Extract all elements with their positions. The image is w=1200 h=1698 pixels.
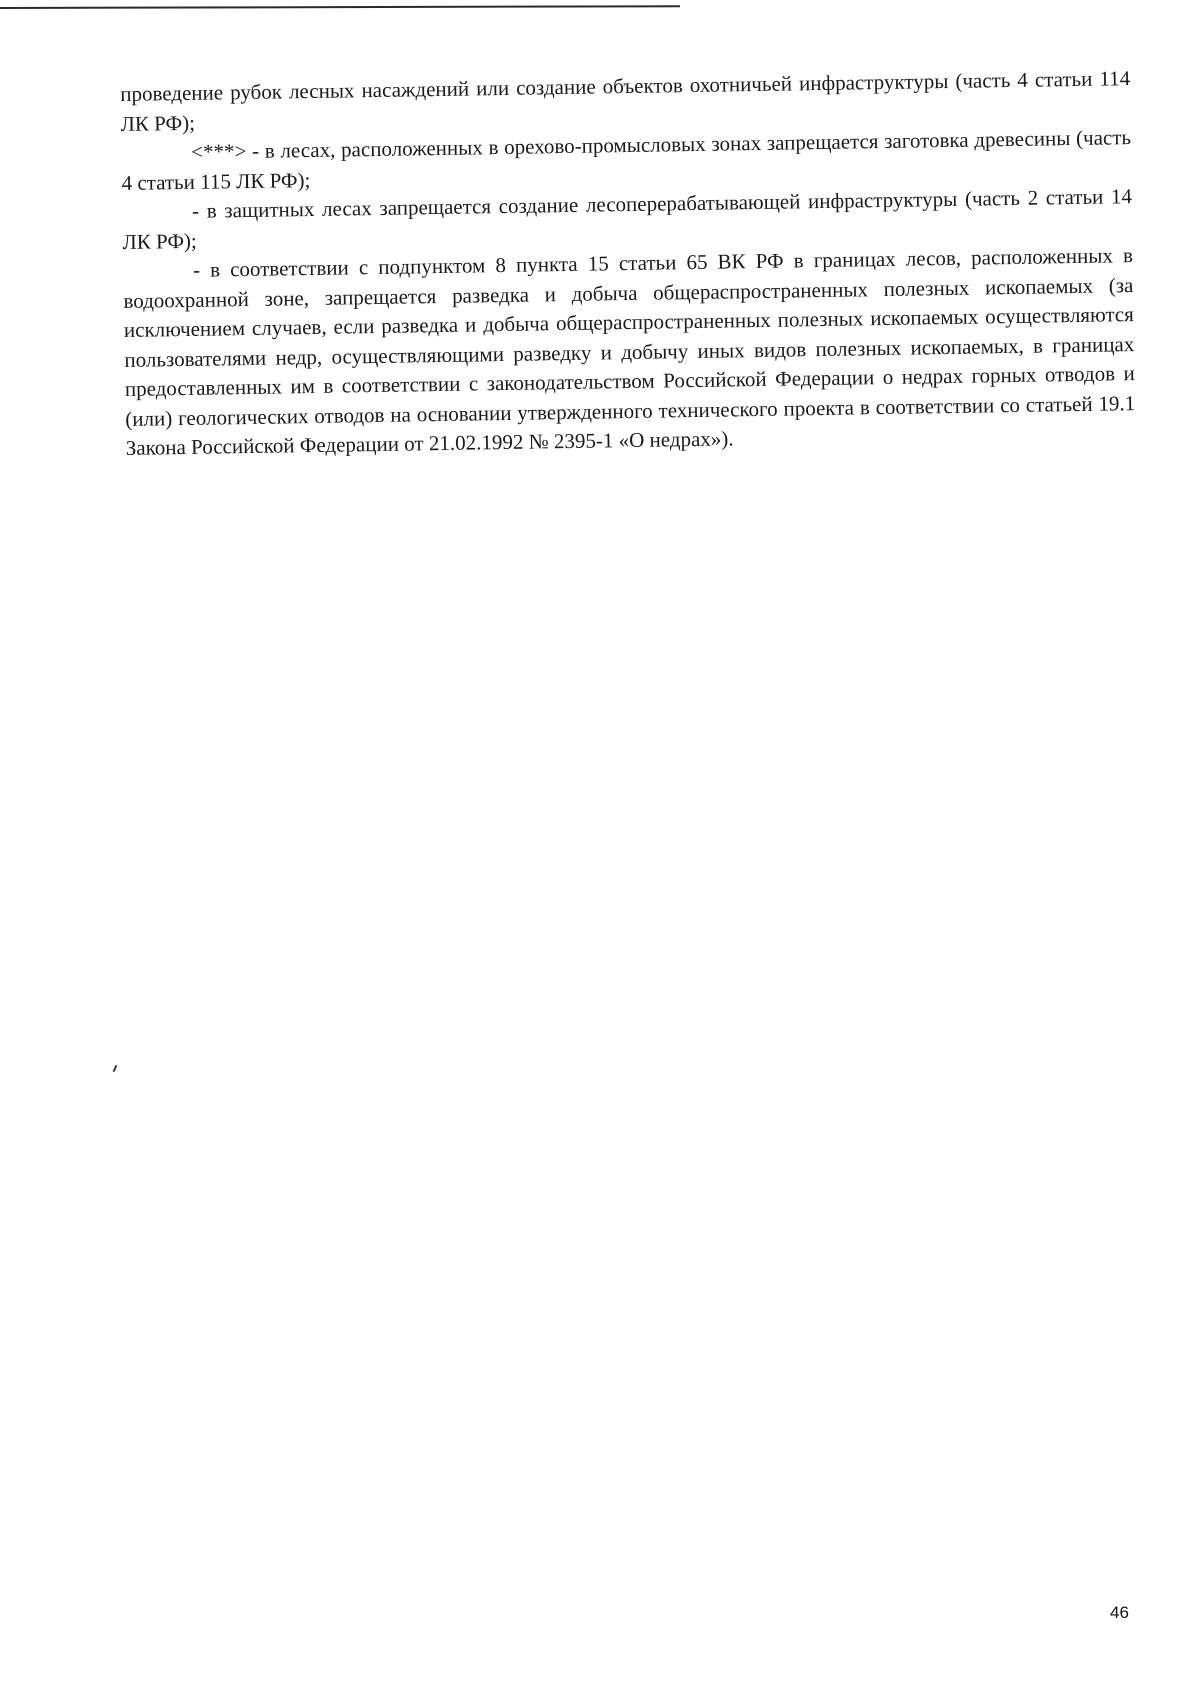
page-number: 46	[1110, 1603, 1129, 1622]
document-body	[120, 64, 1136, 463]
paragraph-protective-forests: - в защитных лесах запрещается создание лесоперерабатывающей инфраструктуры (часть 2 статьи 14 ЛК РФ);	[122, 184, 1133, 254]
paragraph-water-protection-zone: - в соответствии с подпунктом 8 пункта 15 статьи 65 ВК РФ в границах лесов, расположенных в водоохранной зоне, запрещается разведка и добыча общераспространенных полезных ископаемых (за исключением случаев, если разведка и добыча общераспространенных полезных ископаемых осуществляются пользователями недр, осуществляющими разведку и добычу иных видов полезных ископаемых, в границах предоставленных им в соответствии с законодательством Российской Федерации о недрах горных отводов и (или) геологических отводов на основании утвержденного технического проекта в соответствии со статьей 19.1 Закона Российской Федерации от 21.02.1992 № 2395-1 «О недрах»).	[123, 243, 1136, 460]
top-rule-line	[0, 5, 680, 9]
scan-speck	[113, 1065, 118, 1072]
paragraph-hunting-infrastructure: проведение рубок лесных насаждений или создание объектов охотничьей инфраструктуры (часть 4 статьи 114 ЛК РФ);	[120, 66, 1131, 136]
paragraph-walnut-zones: <***> - в лесах, расположенных в орехово-промысловых зонах запрещается заготовка древесины (часть 4 статьи 115 ЛК РФ);	[121, 125, 1132, 195]
